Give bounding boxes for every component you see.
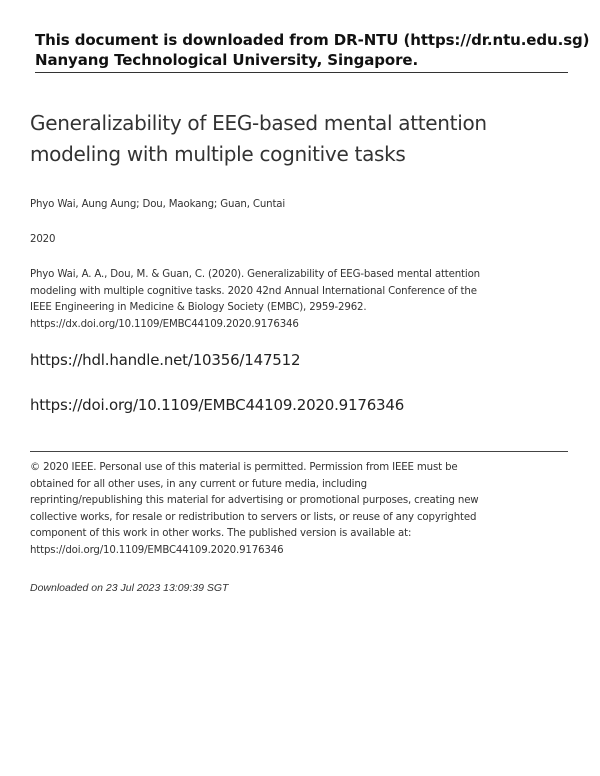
copyright-line-3: reprinting/republishing this material for advertising or promotional purposes, creating new	[30, 495, 479, 506]
section-divider	[30, 451, 568, 452]
download-timestamp: Downloaded on 23 Jul 2023 13:09:39 SGT	[30, 582, 229, 594]
citation-line-2: modeling with multiple cognitive tasks. 2020 42nd Annual International Conference of the	[30, 285, 477, 297]
paper-title	[30, 108, 550, 170]
header-source-line: This document is downloaded from DR-NTU (https://dr.ntu.edu.sg)	[35, 31, 590, 49]
title-line-2: modeling with multiple cognitive tasks	[30, 142, 406, 166]
citation-line-1: Phyo Wai, A. A., Dou, M. & Guan, C. (2020). Generalizability of EEG-based mental attention	[30, 269, 480, 280]
copyright-line-5: component of this work in other works. The published version is available at:	[30, 528, 412, 539]
citation-doi-line: https://dx.doi.org/10.1109/EMBC44109.2020.9176346	[30, 318, 299, 330]
copyright-line-2: obtained for all other uses, in any current or future media, including	[30, 478, 367, 490]
handle-link[interactable]: https://hdl.handle.net/10356/147512	[30, 351, 301, 369]
doi-link[interactable]: https://doi.org/10.1109/EMBC44109.2020.9176346	[30, 396, 405, 414]
copyright-doi-line: https://doi.org/10.1109/EMBC44109.2020.9176346	[30, 544, 284, 556]
copyright-line-1: © 2020 IEEE. Personal use of this material is permitted. Permission from IEEE must be	[30, 462, 458, 473]
authors: Phyo Wai, Aung Aung; Dou, Maokang; Guan, Cuntai	[30, 199, 286, 210]
header-university-line: Nanyang Technological University, Singapore.	[35, 51, 419, 69]
citation-block	[30, 267, 500, 333]
title-line-1: Generalizability of EEG-based mental attention	[30, 111, 487, 135]
copyright-notice	[30, 460, 500, 559]
citation-line-3: IEEE Engineering in Medicine & Biology Society (EMBC), 2959-2962.	[30, 302, 367, 313]
repository-header	[35, 30, 590, 73]
publication-year: 2020	[30, 234, 56, 245]
copyright-line-4: collective works, for resale or redistribution to servers or lists, or reuse of any copyrighted	[30, 511, 477, 523]
